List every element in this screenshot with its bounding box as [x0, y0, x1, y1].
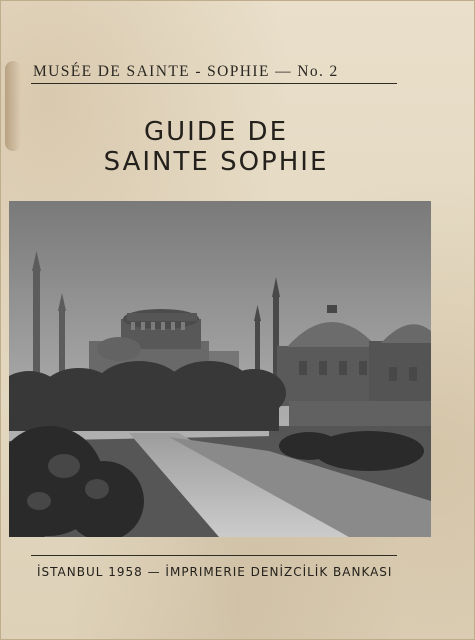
- imprint-line: İSTANBUL 1958 — İMPRIMERIE DENİZCİLİK BANKASI: [37, 565, 393, 579]
- imprint-rule: [31, 555, 397, 556]
- title-line-2: SAINTE SOPHIE: [103, 147, 329, 177]
- title-line-1: GUIDE DE: [143, 117, 288, 147]
- series-underline: [31, 83, 397, 84]
- photo-illustration: [9, 201, 431, 537]
- series-title: MUSÉE DE SAINTE - SOPHIE — No. 2: [33, 63, 339, 80]
- hagia-sophia-photo: [9, 201, 431, 537]
